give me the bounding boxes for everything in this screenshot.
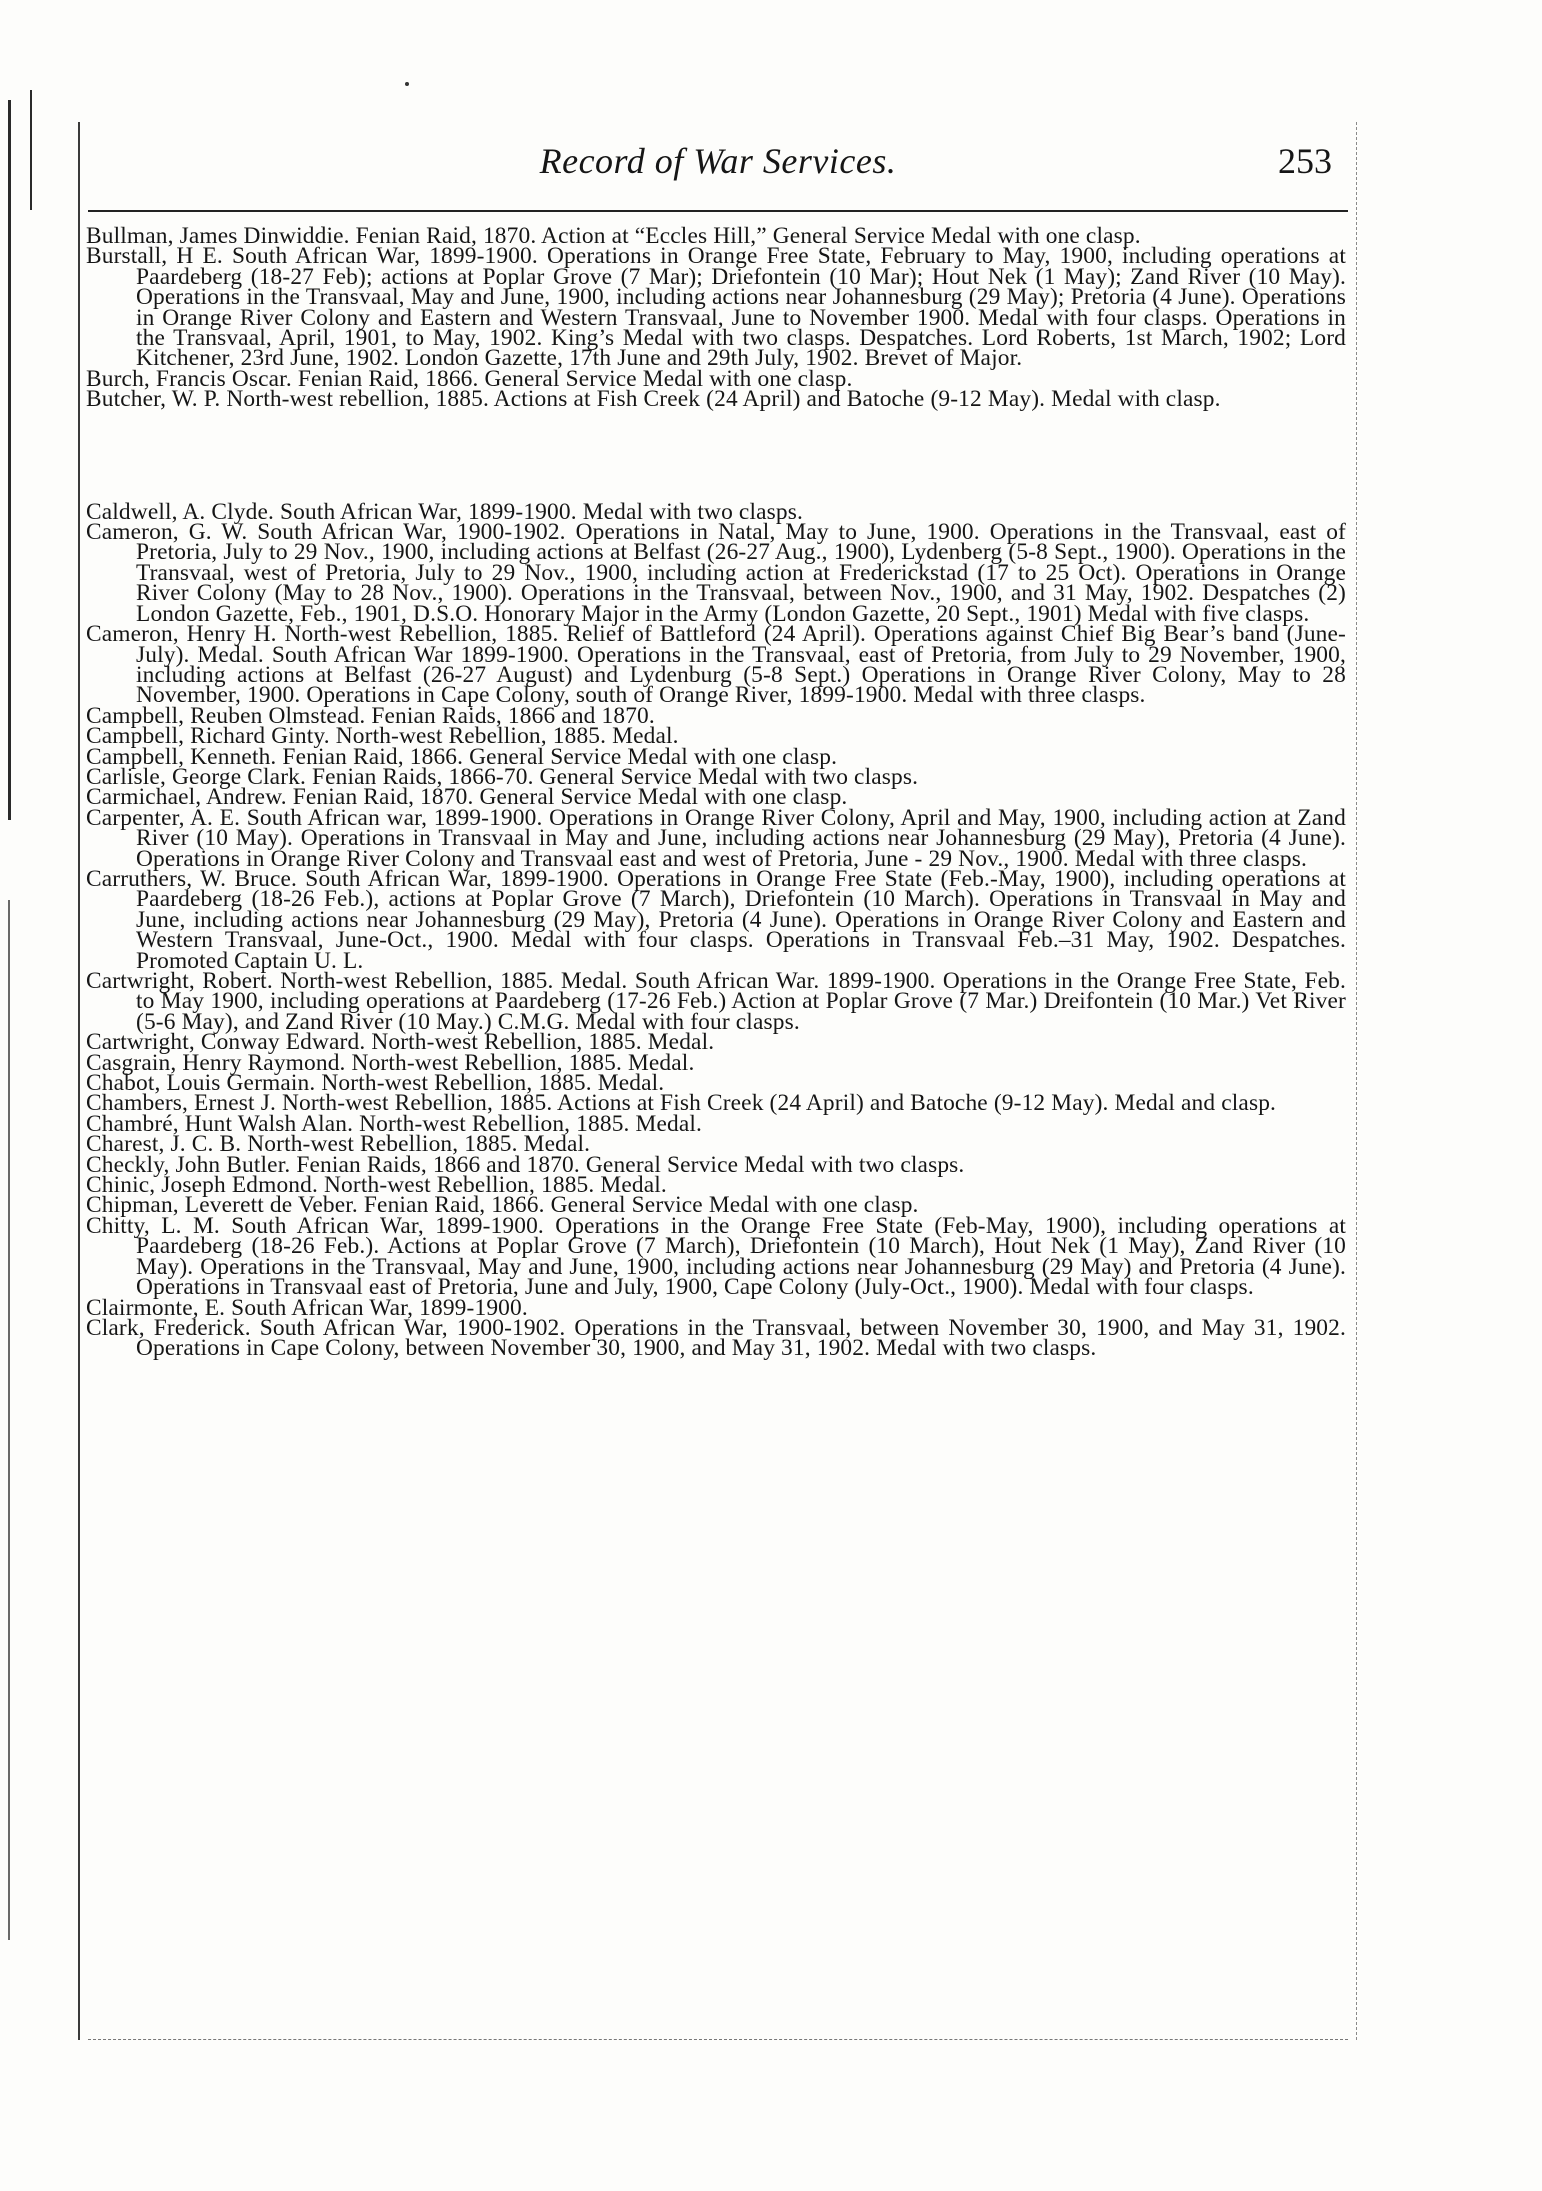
- entry: Bullman, James Dinwiddie. Fenian Raid, 1870. Action at “Eccles Hill,” General Service Medal with one clasp.: [86, 223, 1141, 249]
- entry: Chambers, Ernest J. North-west Rebellion, 1885. Actions at Fish Creek (24 April) and Batoche (9-12 May). Medal and clasp.: [86, 1090, 1277, 1117]
- entry: Caldwell, A. Clyde. South African War, 1899-1900. Medal with two clasps.: [86, 498, 803, 525]
- entry: Carruthers, W. Bruce. South African War, 1899-1900. Operations in Orange Free State (Feb.-May, 1900), including operations at Paardeberg (18-26 Feb.), actions at Poplar Grove (7 March), Driefontein (10 March). Operations in Transvaal in May and June, including actions near Johannesburg (29 May), Pretoria (4 June). Operations in Orange River Colony and Eastern and Western Transvaal, June-Oct., 1900. Medal with four clasps. Operations in Transvaal Feb.–31 May, 1902. Despatches. Promoted Captain U. L.: [86, 865, 1346, 974]
- entry: Carlisle, George Clark. Fenian Raids, 1866-70. General Service Medal with two clasps.: [86, 763, 919, 790]
- entry: Cartwright, Conway Edward. North-west Rebellion, 1885. Medal.: [86, 1029, 715, 1056]
- entry: Burch, Francis Oscar. Fenian Raid, 1866. General Service Medal with one clasp.: [86, 365, 853, 392]
- entry: Cameron, G. W. South African War, 1900-1902. Operations in Natal, May to June, 1900. Operations in the Transvaal, east of Pretoria, July to 29 Nov., 1900, including actions at Belfast (26-27 Aug., 1900), Lydenberg (5-8 Sept., 1900). Operations in the Transvaal, west of Pretoria, July to 29 Nov., 1900, including action at Frederickstad (17 to 25 Oct). Operations in Orange River Colony (May to 28 Nov., 1900). Operations in the Transvaal, between Nov., 1900, and 31 May, 1902. Despatches (2) London Gazette, Feb., 1901, D.S.O. Honorary Major in the Army (London Gazette, 20 Sept., 1901) Medal with five clasps.: [86, 519, 1346, 627]
- entry: Burstall, H E. South African War, 1899-1900. Operations in Orange Free State, February to May, 1900, including operations at Paardeberg (18-27 Feb); actions at Poplar Grove (7 Mar); Driefontein (10 Mar); Hout Nek (1 May); Zand River (10 May). Operations in the Transvaal, May and June, 1900, including actions near Johannesburg (29 May); Pretoria (4 June). Operations in Orange River Colony and Eastern and Western Transvaal, June to November 1900. Medal with four clasps. Operations in the Transvaal, April, 1901, to May, 1902. King’s Medal with two clasps. Despatches. Lord Roberts, 1st March, 1902; Lord Kitchener, 23rd June, 1902. London Gazette, 17th June and 29th July, 1902. Brevet of Major.: [86, 243, 1346, 372]
- running-head: [80, 140, 1356, 186]
- section-b: [86, 223, 1346, 413]
- entry: Clairmonte, E. South African War, 1899-1900.: [86, 1294, 528, 1321]
- header-rule: [88, 210, 1348, 212]
- entries: [86, 223, 1346, 1362]
- left-margin-rule: [30, 90, 32, 210]
- running-title: Record of War Services.: [539, 141, 897, 181]
- entry: Campbell, Richard Ginty. North-west Rebellion, 1885. Medal.: [86, 723, 679, 750]
- left-margin-rule: [8, 900, 10, 1940]
- page-frame: [78, 122, 1357, 2040]
- entry: Carmichael, Andrew. Fenian Raid, 1870. General Service Medal with one clasp.: [86, 784, 848, 811]
- entry: Casgrain, Henry Raymond. North-west Rebellion, 1885. Medal.: [86, 1049, 695, 1076]
- entry: Carpenter, A. E. South African war, 1899-1900. Operations in Orange River Colony, April and May, 1900, including action at Zand River (10 May). Operations in Transvaal in May and June, including actions near Johannesburg (29 May), Pretoria (4 June). Operations in Orange River Colony and Transvaal east and west of Pretoria, June - 29 Nov., 1900. Medal with three clasps.: [86, 804, 1346, 872]
- entry: Clark, Frederick. South African War, 1900-1902. Operations in the Transvaal, between November 30, 1900, and May 31, 1902. Operations in Cape Colony, between November 30, 1900, and May 31, 1902. Medal with two clasps.: [86, 1314, 1346, 1362]
- entry: Chabot, Louis Germain. North-west Rebellion, 1885. Medal.: [86, 1070, 665, 1097]
- speck: [405, 82, 409, 86]
- entry: Chitty, L. M. South African War, 1899-1900. Operations in the Orange Free State (Feb-May, 1900), including operations at Paardeberg (18-26 Feb.). Actions at Poplar Grove (7 March), Driefontein (10 March), Hout Nek (1 May), Zand River (10 May). Operations in the Transvaal, May and June, 1900, including actions near Johannesburg (29 May) and Pretoria (4 June). Operations in Transvaal east of Pretoria, June and July, 1900, Cape Colony (July-Oct., 1900). Medal with four clasps.: [86, 1212, 1346, 1301]
- footer-rule: [88, 2039, 1348, 2040]
- entry: Butcher, W. P. North-west rebellion, 1885. Actions at Fish Creek (24 April) and Batoche (9-12 May). Medal with clasp.: [86, 386, 1221, 413]
- section-c: [86, 498, 1346, 1362]
- entry: Chinic, Joseph Edmond. North-west Rebellion, 1885. Medal.: [86, 1172, 667, 1199]
- entry: Chambré, Hunt Walsh Alan. North-west Rebellion, 1885. Medal.: [86, 1110, 703, 1137]
- left-margin-rule: [8, 100, 11, 820]
- entry: Chipman, Leverett de Veber. Fenian Raid, 1866. General Service Medal with one clasp.: [86, 1192, 919, 1219]
- entry: Campbell, Kenneth. Fenian Raid, 1866. General Service Medal with one clasp.: [86, 743, 838, 770]
- entry: Campbell, Reuben Olmstead. Fenian Raids, 1866 and 1870.: [86, 702, 655, 729]
- entry: Checkly, John Butler. Fenian Raids, 1866 and 1870. General Service Medal with two clasps.: [86, 1151, 965, 1178]
- entry: Cameron, Henry H. North-west Rebellion, 1885. Relief of Battleford (24 April). Operations against Chief Big Bear’s band (June-July). Medal. South African War 1899-1900. Operations in the Transvaal, east of Pretoria, from July to 29 November, 1900, including actions at Belfast (26-27 August) and Lydenburg (5-8 Sept.) Operations in Orange River Colony, May to 28 November, 1900. Operations in Cape Colony, south of Orange River, 1899-1900. Medal with three clasps.: [86, 621, 1346, 709]
- entry: Cartwright, Robert. North-west Rebellion, 1885. Medal. South African War. 1899-1900. Operations in the Orange Free State, Feb. to May 1900, including operations at Paardeberg (17-26 Feb.) Action at Poplar Grove (7 Mar.) Dreifontein (10 Mar.) Vet River (5-6 May), and Zand River (10 May.) C.M.G. Medal with four clasps.: [86, 968, 1346, 1035]
- page-number: 253: [1278, 141, 1332, 181]
- entry: Charest, J. C. B. North-west Rebellion, 1885. Medal.: [86, 1131, 591, 1158]
- section-gap: [86, 410, 1346, 502]
